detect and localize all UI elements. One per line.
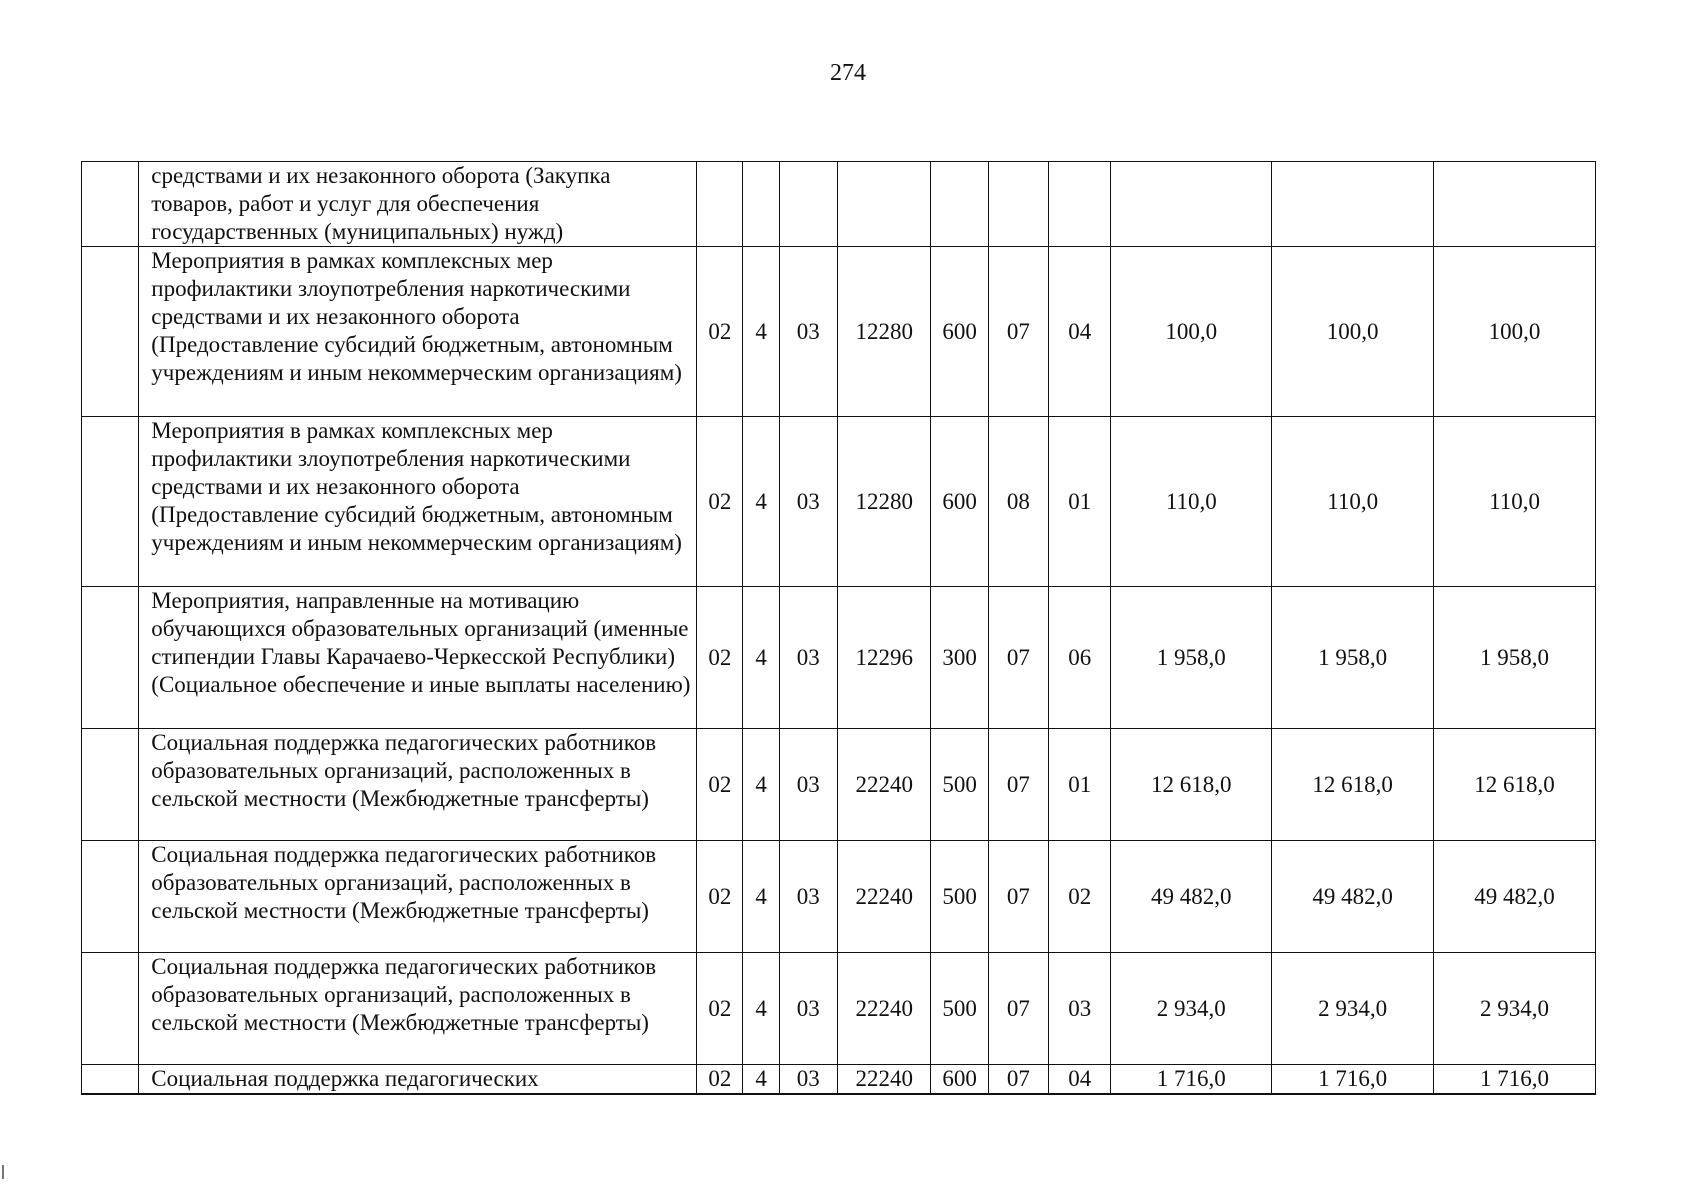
table-row <box>82 417 1596 587</box>
row-index-cell <box>82 587 139 729</box>
code-expense-type: 600 <box>931 247 988 417</box>
amount-year-2: 100,0 <box>1272 247 1434 417</box>
table-row <box>82 729 1596 841</box>
amount-year-2: 2 934,0 <box>1272 953 1434 1065</box>
row-index-cell <box>82 162 139 247</box>
code-section: 08 <box>988 417 1048 587</box>
row-index-cell <box>82 729 139 841</box>
code-section: 07 <box>988 953 1048 1065</box>
code-direction: 22240 <box>837 729 930 841</box>
code-main-activity: 03 <box>779 587 837 729</box>
code-expense-type: 300 <box>931 587 988 729</box>
code-subprogram <box>743 162 779 247</box>
code-direction: 22240 <box>837 841 930 953</box>
row-index-cell <box>82 953 139 1065</box>
amount-year-3: 1 958,0 <box>1434 587 1596 729</box>
code-subsection: 06 <box>1049 587 1111 729</box>
amount-year-3: 49 482,0 <box>1434 841 1596 953</box>
amount-year-2: 1 716,0 <box>1272 1065 1434 1095</box>
code-subprogram: 4 <box>743 841 779 953</box>
table-row <box>82 953 1596 1065</box>
code-main-activity: 03 <box>779 729 837 841</box>
code-expense-type <box>931 162 988 247</box>
code-program: 02 <box>697 729 743 841</box>
row-description: Социальная поддержка педагогических работников образовательных организаций, расположенных в сельской местности (Межбюджетные трансферты) <box>139 841 697 953</box>
amount-year-1: 110,0 <box>1111 417 1272 587</box>
code-subsection: 04 <box>1049 1065 1111 1095</box>
code-direction: 12280 <box>837 247 930 417</box>
table-row <box>82 841 1596 953</box>
row-index-cell <box>82 247 139 417</box>
code-program: 02 <box>697 1065 743 1095</box>
code-program: 02 <box>697 247 743 417</box>
amount-year-1: 12 618,0 <box>1111 729 1272 841</box>
code-expense-type: 600 <box>931 417 988 587</box>
code-subprogram: 4 <box>743 1065 779 1095</box>
code-main-activity: 03 <box>779 953 837 1065</box>
code-section <box>988 162 1048 247</box>
amount-year-1: 1 958,0 <box>1111 587 1272 729</box>
code-subsection: 01 <box>1049 729 1111 841</box>
row-index-cell <box>82 1065 139 1095</box>
amount-year-3 <box>1434 162 1596 247</box>
amount-year-3: 110,0 <box>1434 417 1596 587</box>
code-section: 07 <box>988 729 1048 841</box>
table-row <box>82 162 1596 247</box>
amount-year-1: 100,0 <box>1111 247 1272 417</box>
row-description: Мероприятия в рамках комплексных мер профилактики злоупотребления наркотическими средствами и их незаконного оборота (Предоставление субсидий бюджетным, автономным учреждениям и иным некоммерческим организациям) <box>139 417 697 587</box>
code-main-activity: 03 <box>779 1065 837 1095</box>
code-main-activity: 03 <box>779 417 837 587</box>
amount-year-1: 1 716,0 <box>1111 1065 1272 1095</box>
code-program: 02 <box>697 417 743 587</box>
code-main-activity: 03 <box>779 247 837 417</box>
code-subsection: 04 <box>1049 247 1111 417</box>
code-subsection: 01 <box>1049 417 1111 587</box>
amount-year-2 <box>1272 162 1434 247</box>
page-number: 274 <box>830 60 866 86</box>
code-program: 02 <box>697 587 743 729</box>
code-main-activity <box>779 162 837 247</box>
code-section: 07 <box>988 587 1048 729</box>
table-row <box>82 587 1596 729</box>
amount-year-2: 110,0 <box>1272 417 1434 587</box>
code-direction: 12296 <box>837 587 930 729</box>
code-program <box>697 162 743 247</box>
code-main-activity: 03 <box>779 841 837 953</box>
amount-year-3: 2 934,0 <box>1434 953 1596 1065</box>
code-subsection <box>1049 162 1111 247</box>
code-subsection: 02 <box>1049 841 1111 953</box>
code-direction: 22240 <box>837 953 930 1065</box>
code-program: 02 <box>697 953 743 1065</box>
scan-artifact <box>2 1165 4 1179</box>
row-description: Мероприятия, направленные на мотивацию обучающихся образовательных организаций (именные стипендии Главы Карачаево-Черкесской Республики) (Социальное обеспечение и иные выплаты населению) <box>139 587 697 729</box>
code-subprogram: 4 <box>743 953 779 1065</box>
budget-table <box>81 161 1596 1095</box>
table-row <box>82 247 1596 417</box>
row-index-cell <box>82 417 139 587</box>
amount-year-2: 1 958,0 <box>1272 587 1434 729</box>
row-index-cell <box>82 841 139 953</box>
code-direction: 12280 <box>837 417 930 587</box>
code-direction: 22240 <box>837 1065 930 1095</box>
code-expense-type: 500 <box>931 841 988 953</box>
code-section: 07 <box>988 1065 1048 1095</box>
table-row <box>82 1065 1596 1095</box>
amount-year-1: 49 482,0 <box>1111 841 1272 953</box>
row-description: Социальная поддержка педагогических работников образовательных организаций, расположенных в сельской местности (Межбюджетные трансферты) <box>139 729 697 841</box>
code-section: 07 <box>988 841 1048 953</box>
code-subprogram: 4 <box>743 587 779 729</box>
row-description: средствами и их незаконного оборота (Закупка товаров, работ и услуг для обеспечения государственных (муниципальных) нужд) <box>139 162 697 247</box>
row-description: Социальная поддержка педагогических работников образовательных организаций, расположенных в сельской местности (Межбюджетные трансферты) <box>139 953 697 1065</box>
code-subsection: 03 <box>1049 953 1111 1065</box>
code-program: 02 <box>697 841 743 953</box>
code-subprogram: 4 <box>743 417 779 587</box>
code-expense-type: 600 <box>931 1065 988 1095</box>
amount-year-2: 12 618,0 <box>1272 729 1434 841</box>
code-section: 07 <box>988 247 1048 417</box>
amount-year-3: 100,0 <box>1434 247 1596 417</box>
row-description: Мероприятия в рамках комплексных мер профилактики злоупотребления наркотическими средствами и их незаконного оборота (Предоставление субсидий бюджетным, автономным учреждениям и иным некоммерческим организациям) <box>139 247 697 417</box>
amount-year-3: 1 716,0 <box>1434 1065 1596 1095</box>
amount-year-1 <box>1111 162 1272 247</box>
code-subprogram: 4 <box>743 247 779 417</box>
code-expense-type: 500 <box>931 729 988 841</box>
amount-year-1: 2 934,0 <box>1111 953 1272 1065</box>
amount-year-2: 49 482,0 <box>1272 841 1434 953</box>
amount-year-3: 12 618,0 <box>1434 729 1596 841</box>
code-expense-type: 500 <box>931 953 988 1065</box>
row-description: Социальная поддержка педагогических <box>139 1065 697 1095</box>
code-direction <box>837 162 930 247</box>
code-subprogram: 4 <box>743 729 779 841</box>
